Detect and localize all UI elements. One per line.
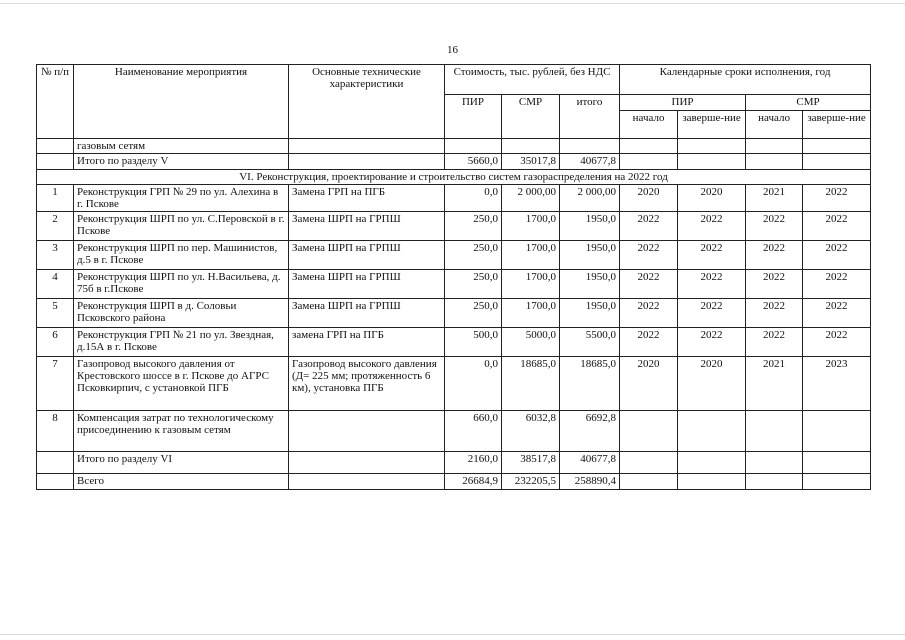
row-smr-end: 2022 [803, 241, 871, 270]
row-num: 1 [37, 185, 74, 212]
row-pir-start: 2022 [620, 328, 678, 357]
table-row [37, 185, 871, 212]
row-tech: Замена ШРП на ГРПШ [289, 241, 445, 270]
row-pir-start: 2022 [620, 270, 678, 299]
cell-empty [37, 474, 74, 490]
row-smr-end: 2022 [803, 299, 871, 328]
row-name: Реконструкция ШРП по пер. Машинистов, д.5 в г. Пскове [74, 241, 289, 270]
grand-total-smr: 232205,5 [502, 474, 560, 490]
table-row [37, 212, 871, 241]
plan-table [36, 64, 871, 490]
cell-empty [620, 154, 678, 170]
row-cost-total: 1950,0 [560, 241, 620, 270]
row-num: 5 [37, 299, 74, 328]
table-row [37, 411, 871, 452]
table-row [37, 299, 871, 328]
row-name: Реконструкция ГРП № 21 по ул. Звездная, д.15А в г. Пскове [74, 328, 289, 357]
cell-empty [37, 139, 74, 154]
row-smr-start [746, 411, 803, 452]
cell-empty [560, 139, 620, 154]
row-pir-start: 2022 [620, 212, 678, 241]
cell-empty [37, 154, 74, 170]
cell-empty [620, 452, 678, 474]
row-smr-start: 2022 [746, 328, 803, 357]
row-name: Реконструкция ШРП по ул. С.Перовской в г. Пскове [74, 212, 289, 241]
section-vi-title: VI. Реконструкция, проектирование и строительство систем газораспределения на 2022 год [37, 170, 871, 185]
row-pir-end: 2020 [678, 185, 746, 212]
row-smr-end [803, 411, 871, 452]
grand-total-row [37, 474, 871, 490]
header-cost-total: итого [560, 95, 620, 139]
row-cost-smr: 6032,8 [502, 411, 560, 452]
table-row [37, 241, 871, 270]
row-tech: Замена ШРП на ГРПШ [289, 299, 445, 328]
row-tech: Замена ШРП на ГРПШ [289, 270, 445, 299]
row-smr-start: 2021 [746, 357, 803, 411]
row-cost-pir: 250,0 [445, 212, 502, 241]
total-v-label: Итого по разделу V [74, 154, 289, 170]
row-cost-pir: 660,0 [445, 411, 502, 452]
row-smr-end: 2022 [803, 212, 871, 241]
row-tech: Замена ГРП на ПГБ [289, 185, 445, 212]
row-cost-smr: 1700,0 [502, 299, 560, 328]
grand-total-total: 258890,4 [560, 474, 620, 490]
row-cost-pir: 250,0 [445, 299, 502, 328]
total-vi-pir: 2160,0 [445, 452, 502, 474]
row-smr-start: 2022 [746, 270, 803, 299]
cell-empty [620, 139, 678, 154]
row-num: 8 [37, 411, 74, 452]
row-smr-end: 2023 [803, 357, 871, 411]
header-cost-pir: ПИР [445, 95, 502, 139]
cell-empty [620, 474, 678, 490]
total-v-pir: 5660,0 [445, 154, 502, 170]
row-name: Реконструкция ШРП по ул. Н.Васильева, д. 75б в г.Пскове [74, 270, 289, 299]
row-name: Реконструкция ГРП № 29 по ул. Алехина в г. Пскове [74, 185, 289, 212]
row-cost-pir: 0,0 [445, 357, 502, 411]
row-pir-end: 2022 [678, 299, 746, 328]
row-pir-end: 2020 [678, 357, 746, 411]
cell-empty [678, 452, 746, 474]
continuation-name: газовым сетям [74, 139, 289, 154]
row-pir-end: 2022 [678, 270, 746, 299]
table-row [37, 328, 871, 357]
continuation-row [37, 139, 871, 154]
row-pir-start: 2022 [620, 241, 678, 270]
total-v-smr: 35017,8 [502, 154, 560, 170]
row-cost-total: 1950,0 [560, 270, 620, 299]
cell-empty [746, 154, 803, 170]
rows-body [37, 185, 871, 452]
header-name: Наименование мероприятия [74, 65, 289, 139]
header-schedule: Календарные сроки исполнения, год [620, 65, 871, 95]
header-num: № п/п [37, 65, 74, 139]
scan-artifact-bottom [0, 634, 905, 635]
cell-empty [289, 154, 445, 170]
row-name: Реконструкция ШРП в д. Соловьи Псковского района [74, 299, 289, 328]
scan-artifact-top [0, 3, 905, 4]
row-num: 4 [37, 270, 74, 299]
row-cost-total: 6692,8 [560, 411, 620, 452]
cell-empty [803, 474, 871, 490]
header-tech: Основные технические характеристики [289, 65, 445, 139]
row-cost-pir: 0,0 [445, 185, 502, 212]
row-name: Компенсация затрат по технологическому присоединению к газовым сетям [74, 411, 289, 452]
cell-empty [37, 452, 74, 474]
cell-empty [445, 139, 502, 154]
row-name: Газопровод высокого давления от Крестовского шоссе в г. Пскове до АГРС Псковкирпич, с установкой ПГБ [74, 357, 289, 411]
row-cost-pir: 500,0 [445, 328, 502, 357]
row-cost-smr: 2 000,00 [502, 185, 560, 212]
cell-empty [746, 452, 803, 474]
row-num: 3 [37, 241, 74, 270]
row-num: 7 [37, 357, 74, 411]
row-cost-smr: 5000,0 [502, 328, 560, 357]
total-vi-label: Итого по разделу VI [74, 452, 289, 474]
grand-total-pir: 26684,9 [445, 474, 502, 490]
total-vi-smr: 38517,8 [502, 452, 560, 474]
row-cost-pir: 250,0 [445, 241, 502, 270]
header-sched-smr: СМР [746, 95, 871, 111]
table-row [37, 270, 871, 299]
cell-empty [678, 154, 746, 170]
row-cost-total: 5500,0 [560, 328, 620, 357]
row-cost-smr: 1700,0 [502, 241, 560, 270]
row-num: 2 [37, 212, 74, 241]
row-tech [289, 411, 445, 452]
row-num: 6 [37, 328, 74, 357]
total-section-vi-row [37, 452, 871, 474]
cell-empty [746, 474, 803, 490]
row-pir-end: 2022 [678, 328, 746, 357]
header-cost: Стоимость, тыс. рублей, без НДС [445, 65, 620, 95]
header-smr-start: начало [746, 111, 803, 139]
row-tech: замена ГРП на ПГБ [289, 328, 445, 357]
header-pir-end: заверше-ние [678, 111, 746, 139]
row-pir-start: 2020 [620, 357, 678, 411]
header-pir-start: начало [620, 111, 678, 139]
row-pir-start: 2020 [620, 185, 678, 212]
row-cost-total: 1950,0 [560, 299, 620, 328]
cell-empty [289, 474, 445, 490]
row-cost-total: 1950,0 [560, 212, 620, 241]
row-pir-end [678, 411, 746, 452]
cell-empty [803, 452, 871, 474]
table-row [37, 357, 871, 411]
row-cost-smr: 1700,0 [502, 212, 560, 241]
row-smr-start: 2022 [746, 212, 803, 241]
row-smr-end: 2022 [803, 328, 871, 357]
cell-empty [678, 474, 746, 490]
grand-total-label: Всего [74, 474, 289, 490]
row-smr-start: 2021 [746, 185, 803, 212]
cell-empty [803, 139, 871, 154]
header-sched-pir: ПИР [620, 95, 746, 111]
section-vi-row [37, 170, 871, 185]
cell-empty [502, 139, 560, 154]
cell-empty [289, 452, 445, 474]
total-vi-total: 40677,8 [560, 452, 620, 474]
row-pir-end: 2022 [678, 212, 746, 241]
row-smr-start: 2022 [746, 299, 803, 328]
row-smr-end: 2022 [803, 270, 871, 299]
total-v-total: 40677,8 [560, 154, 620, 170]
row-cost-smr: 1700,0 [502, 270, 560, 299]
cell-empty [746, 139, 803, 154]
row-pir-end: 2022 [678, 241, 746, 270]
cell-empty [803, 154, 871, 170]
cell-empty [289, 139, 445, 154]
row-pir-start [620, 411, 678, 452]
header-cost-smr: СМР [502, 95, 560, 139]
row-cost-total: 18685,0 [560, 357, 620, 411]
header-row-1 [37, 65, 871, 95]
row-cost-smr: 18685,0 [502, 357, 560, 411]
row-smr-start: 2022 [746, 241, 803, 270]
header-smr-end: заверше-ние [803, 111, 871, 139]
cell-empty [678, 139, 746, 154]
row-pir-start: 2022 [620, 299, 678, 328]
page-number: 16 [447, 44, 458, 56]
row-tech: Газопровод высокого давления (Д= 225 мм; протяженность 6 км), установка ПГБ [289, 357, 445, 411]
row-smr-end: 2022 [803, 185, 871, 212]
row-tech: Замена ШРП на ГРПШ [289, 212, 445, 241]
total-section-v-row [37, 154, 871, 170]
row-cost-total: 2 000,00 [560, 185, 620, 212]
row-cost-pir: 250,0 [445, 270, 502, 299]
